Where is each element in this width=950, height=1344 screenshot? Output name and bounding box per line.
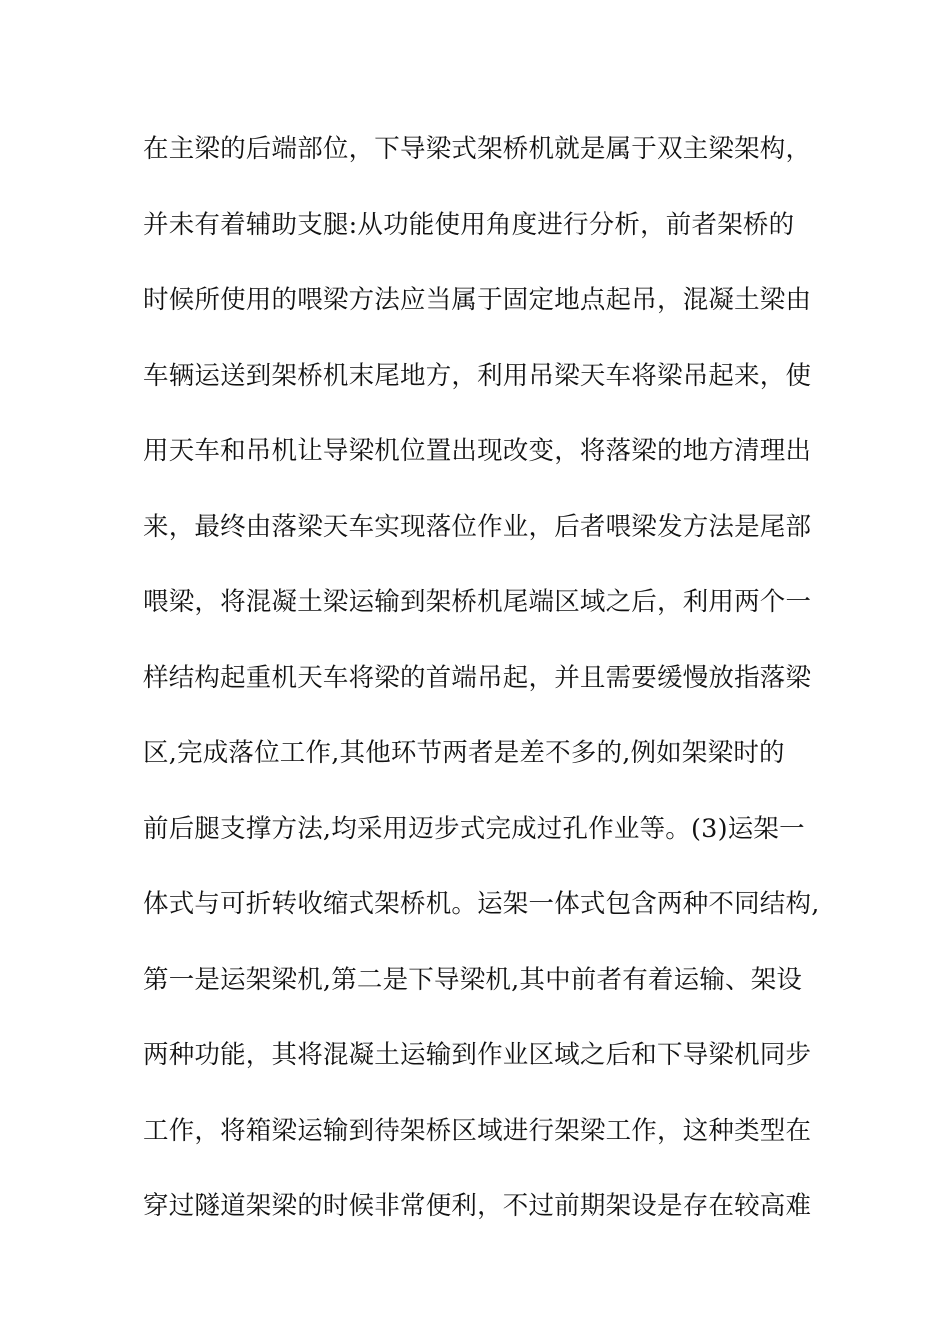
text-line: 车辆运送到架桥机末尾地方，利用吊梁天车将梁吊起来，使 xyxy=(143,360,812,391)
text-line: 体式与可折转收缩式架桥机。运架一体式包含两种不同结构, xyxy=(143,889,820,919)
text-line: 时候所使用的喂梁方法应当属于固定地点起吊，混凝土梁由 xyxy=(143,285,812,315)
text-line: 样结构起重机天车将梁的首端吊起，并且需要缓慢放指落梁 xyxy=(143,662,812,693)
text-line: 第一是运架梁机,第二是下导梁机,其中前者有着运输、架设 xyxy=(143,964,803,995)
text-line: 穿过隧道架梁的时候非常便利，不过前期架设是存在较高难 xyxy=(143,1191,812,1221)
text-line: 前后腿支撑方法,均采用迈步式完成过孔作业等。(3)运架一 xyxy=(143,813,805,844)
text-line: 工作，将箱梁运输到待架桥区域进行架梁工作，这种类型在 xyxy=(143,1115,812,1146)
text-line: 来，最终由落梁天车实现落位作业，后者喂梁发方法是尾部 xyxy=(143,511,812,542)
text-line: 用天车和吊机让导梁机位置出现改变，将落梁的地方清理出 xyxy=(143,436,812,466)
text-line: 并未有着辅助支腿:从功能使用角度进行分析，前者架桥的 xyxy=(143,209,795,240)
text-line: 区,完成落位工作,其他环节两者是差不多的,例如架梁时的 xyxy=(143,738,785,768)
text-line: 两种功能，其将混凝土运输到作业区域之后和下导梁机同步 xyxy=(143,1040,812,1070)
text-line: 喂梁，将混凝土梁运输到架桥机尾端区域之后，利用两个一 xyxy=(143,587,812,617)
text-line: 在主梁的后端部位，下导梁式架桥机就是属于双主梁架构， xyxy=(143,134,812,164)
body-text xyxy=(143,126,823,1259)
